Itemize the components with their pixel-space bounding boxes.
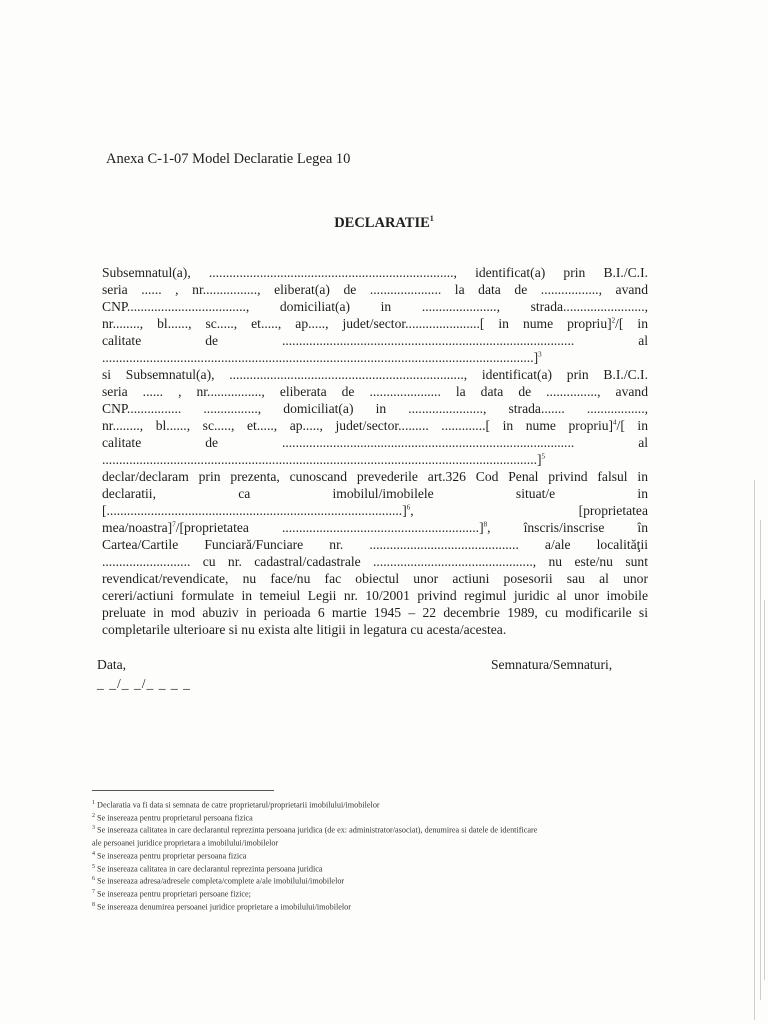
footnote-ref: 3 (538, 350, 542, 359)
footnote (92, 900, 652, 913)
body-line (102, 536, 648, 553)
footnote-number: 3 (92, 825, 95, 832)
body-text: .......................... cu nr. cadastral/cadastrale ..............................................., nu este/nu sunt (102, 554, 648, 569)
footnote-number: 7 (92, 889, 95, 896)
body-line (102, 349, 648, 366)
body-text: calitate de ...................................................................................... al (102, 333, 648, 348)
body-line (102, 485, 648, 502)
body-line (102, 417, 648, 434)
body-text: declaratii, ca imobilul/imobilele situat/e in (102, 486, 648, 501)
body-text: , [proprietatea (410, 503, 648, 518)
body-line (102, 400, 648, 417)
body-text: /[ in (616, 418, 648, 433)
body-text: ...............................................................................................................................] (102, 350, 539, 365)
body-text: ................................................................................................................................] (102, 452, 542, 467)
footnote-text: ale persoanei juridice proprietara a imobilului/imobilelor (92, 838, 279, 848)
footnote-ref: 6 (406, 503, 411, 512)
body-line (102, 519, 648, 536)
footnote-text: Se insereaza pentru proprietar persoana fizica (95, 851, 247, 861)
footnote-text: Se insereaza calitatea in care declarantul reprezinta persoana juridica (95, 864, 323, 874)
body-text: [.......................................................................................] (102, 503, 407, 518)
body-line (102, 281, 648, 298)
footnote-ref: 7 (172, 520, 176, 529)
document-title (0, 214, 768, 232)
footnote-text: Se insereaza adresa/adresele completa/complete a/ale imobilului/imobilelor (95, 877, 345, 887)
body-line (102, 451, 648, 468)
footnote (92, 823, 652, 836)
footnote-ref: 4 (613, 418, 617, 427)
body-line (102, 621, 648, 638)
footnote (92, 887, 652, 900)
body-line (102, 434, 648, 451)
body-line (102, 298, 648, 315)
scan-edge-marks (748, 480, 768, 1020)
body-text: calitate de ...................................................................................... al (102, 435, 648, 450)
body-line (102, 315, 648, 332)
footnote-text: Se insereaza denumirea persoanei juridice proprietare a imobilului/imobilelor (95, 902, 351, 912)
footnote (92, 849, 652, 862)
date-field: _ _/_ _/_ _ _ _ (97, 676, 191, 691)
body-text: nr........, bl......, sc....., et....., ap....., judet/sector......... .............[ in nume propriu] (102, 418, 614, 433)
body-line (102, 570, 648, 587)
footnote-number: 2 (92, 812, 95, 819)
footnote (92, 798, 652, 811)
body-text: CNP..................................., domiciliat(a) in ......................, strada........................, (102, 299, 648, 314)
body-text: cereri/actiuni formulate in temeiul Legii nr. 10/2001 privind regimul juridic al unor imobile (102, 588, 648, 603)
body-text: nr........, bl......, sc....., et....., ap....., judet/sector......................[ in nume propriu] (102, 316, 612, 331)
footnote (92, 862, 652, 875)
footnote-ref: 5 (541, 452, 546, 461)
footnote-number: 5 (92, 863, 95, 870)
body-line (102, 383, 648, 400)
body-line (102, 264, 648, 281)
body-line (102, 468, 648, 485)
body-line (102, 553, 648, 570)
footnote (92, 836, 652, 849)
annex-header: Anexa C-1-07 Model Declaratie Legea 10 (106, 151, 351, 167)
body-text: /[proprietatea ..........................................................] (175, 520, 484, 535)
body-text: Cartea/Cartile Funciară/Funciare nr. ............................................ a/ale localităţii (102, 537, 648, 552)
footnote-ref: 2 (611, 316, 616, 325)
date-label: Data, (97, 657, 127, 672)
body-text: seria ...... , nr................, eliberata de ..................... la data de ..............., avand (102, 384, 648, 399)
body-text: Subsemnatul(a), ........................................................................, identificat(a) prin B.I./C.I. (102, 265, 648, 280)
body-text: , înscris/inscrise în (487, 520, 648, 535)
footnote (92, 811, 652, 824)
footnote-number: 8 (92, 901, 95, 908)
body-line (102, 502, 648, 519)
footnote-text: Se insereaza pentru proprietarul persoana fizica (95, 813, 253, 823)
body-text: /[ in (615, 316, 648, 331)
footnotes (92, 798, 652, 913)
body-line (102, 332, 648, 349)
title-text: DECLARATIE (334, 214, 430, 231)
footnote-number: 6 (92, 876, 95, 883)
footnote (92, 874, 652, 887)
body-text: revendicat/revendicate, nu face/nu fac obiectul unor actiuni posesorii sau al unor (102, 571, 648, 586)
body-line (102, 604, 648, 621)
body-line (102, 366, 648, 383)
body-text: si Subsemnatul(a), ....................................................................., identificat(a) prin B.I./C.I. (102, 367, 648, 382)
title-footnote-mark: 1 (429, 214, 434, 223)
footnote-ref: 8 (483, 520, 488, 529)
body-text: preluate in mod abuziv in perioada 6 martie 1945 – 22 decembrie 1989, cu modificarile si (102, 605, 648, 620)
signature-label: Semnatura/Semnaturi, (491, 657, 613, 672)
body-text: CNP................ ................, domiciliat(a) in ......................, strada....... ................., (102, 401, 648, 416)
body-text: seria ...... , nr................, eliberat(a) de ..................... la data de ................., avand (102, 282, 648, 297)
footnote-divider (92, 790, 274, 791)
body-text: declar/declaram prin prezenta, cunoscand prevederile art.326 Cod Penal privind falsul in (102, 469, 648, 484)
footnote-text: Se insereaza calitatea in care declarantul reprezinta persoana juridica (de ex: administrator/asociat), denumirea si datele de identificare (95, 826, 538, 836)
body-line (102, 587, 648, 604)
footnote-text: Se insereaza pentru proprietari persoane fizice; (95, 889, 251, 899)
footnote-text: Declaratia va fi data si semnata de catre proprietarul/proprietarii imobilului/imobilelor (95, 800, 380, 810)
declaration-body (102, 264, 648, 638)
footnote-number: 1 (92, 800, 95, 806)
body-text: completarile ulterioare si nu exista alte litigii in legatura cu acesta/acestea. (102, 622, 507, 637)
footnote-number: 4 (92, 850, 95, 857)
body-text: mea/noastra] (102, 520, 173, 535)
